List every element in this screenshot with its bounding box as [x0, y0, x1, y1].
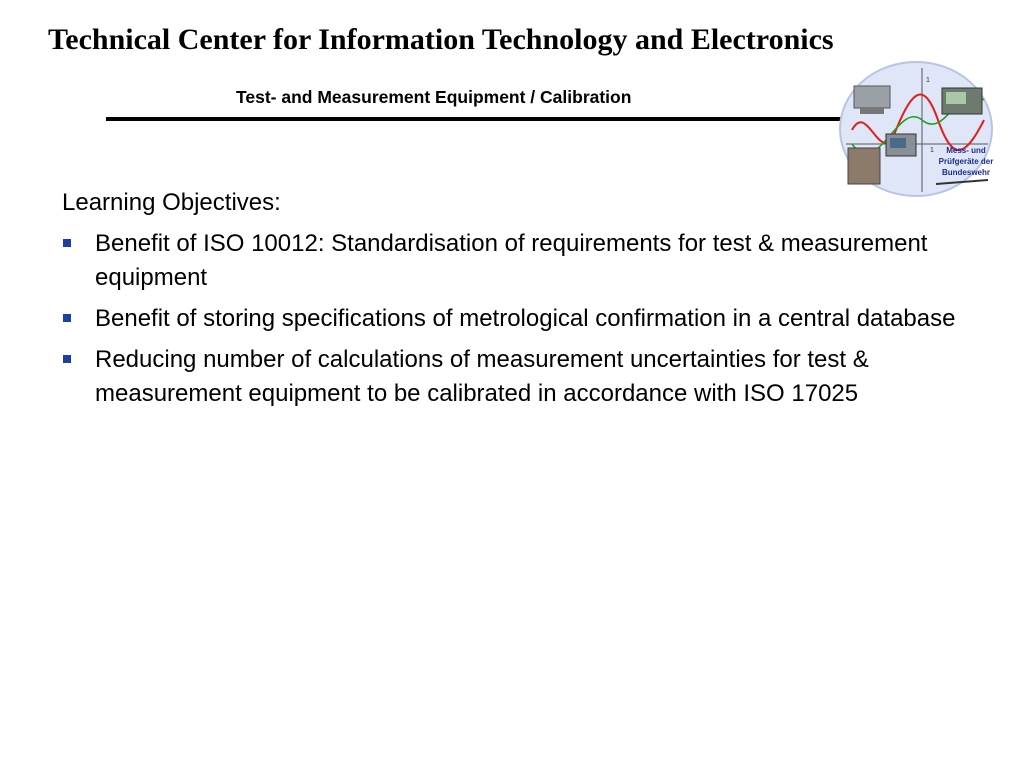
logo-measurement-equipment	[838, 60, 994, 198]
objective-text: Benefit of storing specifications of metrological confirmation in a central database	[95, 305, 956, 332]
objectives-list	[62, 227, 962, 418]
header-rule	[106, 117, 850, 121]
logo-axis-label-1: 1	[926, 77, 930, 84]
logo-photo-lab	[848, 148, 880, 184]
learning-objectives-heading: Learning Objectives:	[62, 189, 281, 216]
logo-text-line2: Prüfgeräte der	[938, 157, 994, 166]
objective-item	[62, 227, 962, 295]
slide-subtitle: Test- and Measurement Equipment / Calibration	[236, 87, 632, 107]
logo-text-line3: Bundeswehr	[941, 168, 991, 177]
square-bullet-icon	[63, 239, 71, 247]
logo-device-oscilloscope	[886, 134, 916, 156]
logo-text-line1: Mess- und	[946, 146, 986, 155]
objective-item	[62, 343, 962, 411]
square-bullet-icon	[63, 355, 71, 363]
logo-axis-label-2: 1	[930, 147, 934, 154]
objective-text: Reducing number of calculations of measurement uncertainties for test & measurement equipment to be calibrated in accordance with ISO 17025	[95, 346, 869, 407]
objective-text: Benefit of ISO 10012: Standardisation of requirements for test & measurement equipment	[95, 230, 928, 291]
objective-item	[62, 302, 962, 336]
slide-title: Technical Center for Information Technology and Electronics	[48, 23, 834, 56]
logo-device-meter	[942, 88, 982, 114]
square-bullet-icon	[63, 314, 71, 322]
